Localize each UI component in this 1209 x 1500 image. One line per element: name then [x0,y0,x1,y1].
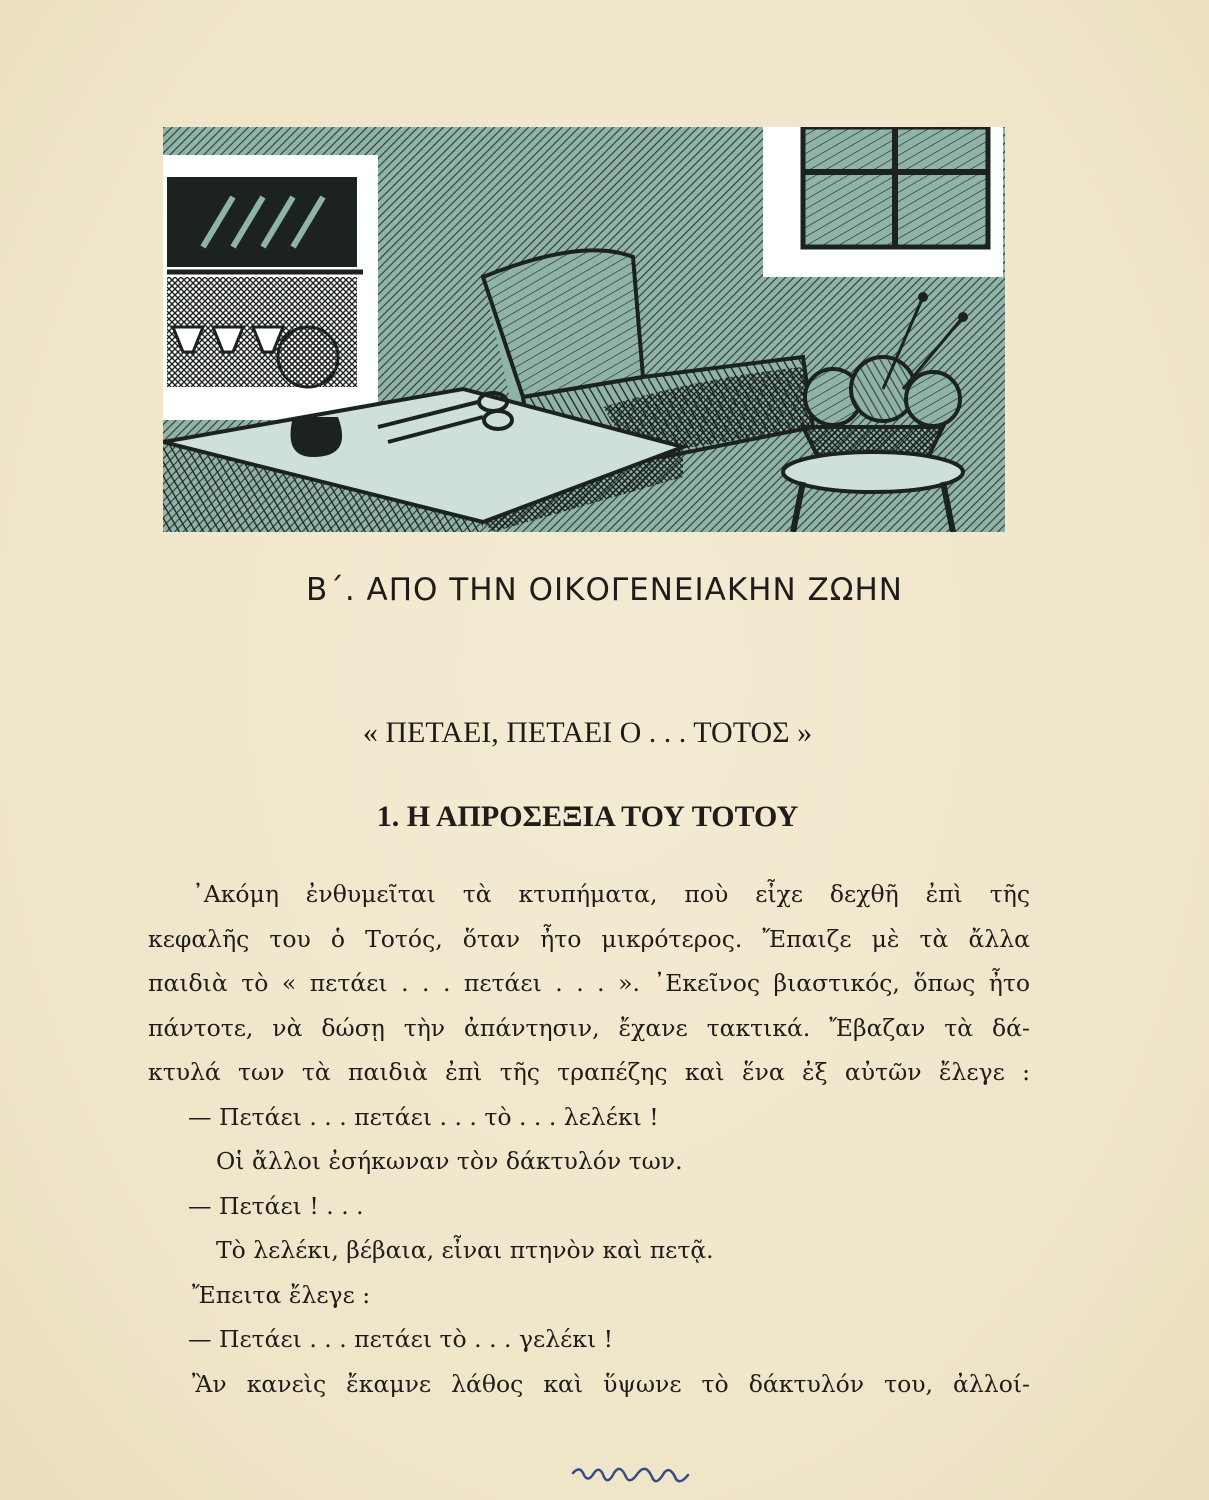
story-body [148,872,1030,1406]
dialogue-line: — Πετάει . . . πετάει . . . τὸ . . . λελέκι ! [188,1102,659,1131]
room-illustration-svg [163,127,1005,532]
narration-line: Ἂν κανεὶς ἔκαμνε λάθος καὶ ὕψωνε τὸ δάκτυλόν του, ἀλλοί- [192,1369,1030,1398]
chapter-title: 1. Η ΑΠΡΟΣΕΞΙΑ ΤΟΥ ΤΟΤΟΥ [376,800,799,833]
section-heading: Β΄. ΑΠΟ ΤΗΝ ΟΙΚΟΓΕΝΕΙΑΚΗΝ ΖΩΗΝ [306,572,903,608]
story-title: « ΠΕΤΑΕΙ, ΠΕΤΑΕΙ Ο . . . ΤΟΤΟΣ » [362,716,813,749]
dialogue-line: — Πετάει ! . . . [188,1191,364,1220]
handwritten-initials [568,1455,698,1495]
paragraph-line: πάντοτε, νὰ δώσῃ τὴν ἀπάντησιν, ἔχανε τακτικά. Ἔβαζαν τὰ δά- [148,1013,1030,1042]
narration-line: Ἔπειτα ἔλεγε : [192,1280,371,1309]
room-illustration [163,127,1005,532]
paragraph-line: κτυλά των τὰ παιδιὰ ἐπὶ τῆς τραπέζης καὶ ἕνα ἐξ αὐτῶν ἔλεγε : [148,1058,1030,1086]
dialogue-line: — Πετάει . . . πετάει τὸ . . . γελέκι ! [188,1325,614,1353]
paragraph-line: ᾿Ακόμη ἐνθυμεῖται τὰ κτυπήματα, ποὺ εἶχε δεχθῆ ἐπὶ τῆς [192,880,1030,908]
narration-line: Τὸ λελέκι, βέβαια, εἶναι πτηνὸν καὶ πετᾷ. [216,1236,714,1264]
paragraph-line: κεφαλῆς του ὁ Τοτός, ὅταν ἦτο μικρότερος. Ἔπαιζε μὲ τὰ ἄλλα [148,924,1030,953]
narration-line: Οἱ ἄλλοι ἐσήκωναν τὸν δάκτυλόν των. [216,1147,683,1175]
paragraph-line: παιδιὰ τὸ « πετάει . . . πετάει . . . ». ᾿Εκεῖνος βιαστικός, ὅπως ἦτο [148,969,1030,997]
